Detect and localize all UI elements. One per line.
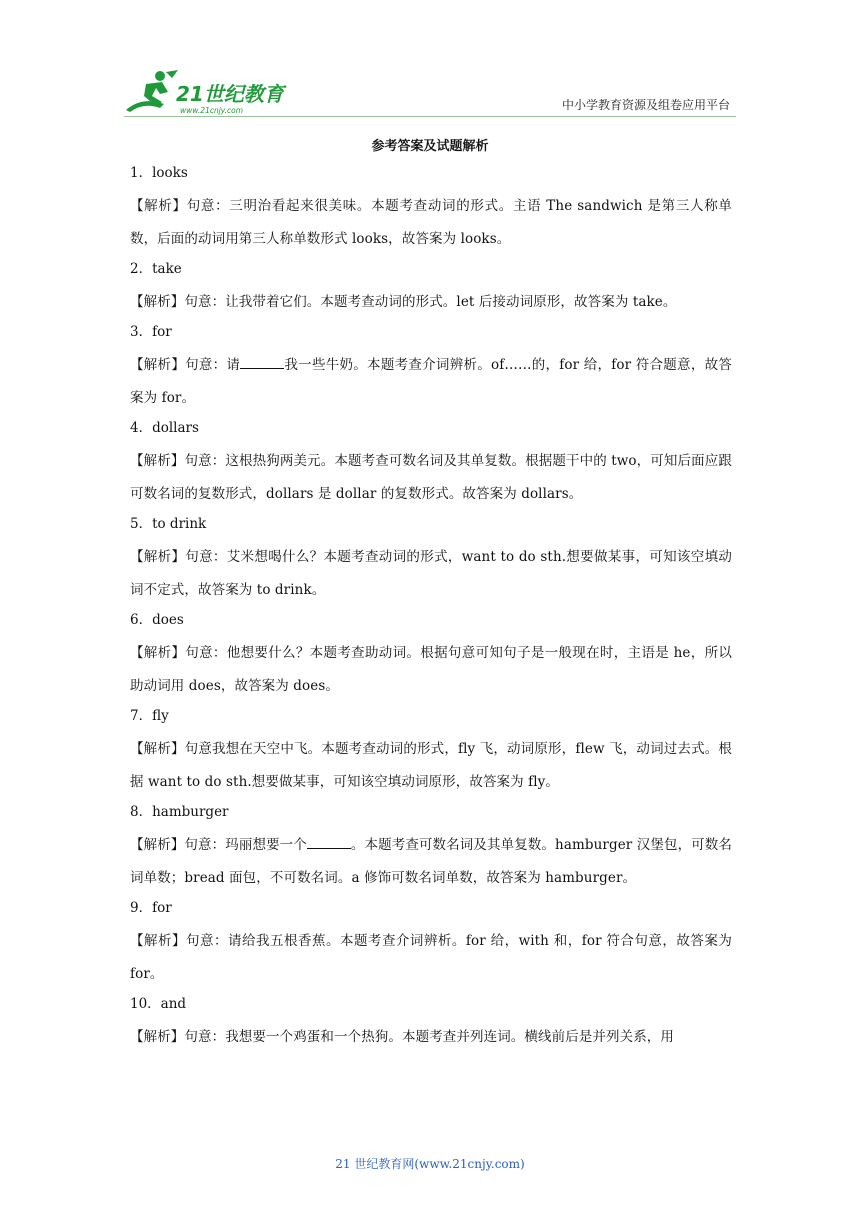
answer-item: [130, 610, 732, 703]
answer-explanation: 【解析】句意：这根热狗两美元。本题考查可数名词及其单复数。根据题干中的 two，可知后面应跟可数名词的复数形式，dollars 是 dollar 的复数形式。故答案为 dollars。: [130, 453, 732, 502]
answer-item: [130, 418, 732, 511]
answer-head: 6．does: [130, 612, 184, 628]
page-title: 参考答案及试题解析: [371, 139, 489, 154]
answer-explanation: 【解析】句意：请给我五根香蕉。本题考查介词辨析。for 给，with 和，for 符合句意，故答案为 for。: [130, 933, 732, 982]
answer-explanation: 【解析】句意我想在天空中飞。本题考查动词的形式，fly 飞，动词原形，flew 飞，动词过去式。根据 want to do sth.想要做某事，可知该空填动词原形，故答案为 fly。: [130, 741, 732, 790]
answer-explanation: [130, 829, 732, 895]
answer-head: 8．hamburger: [130, 804, 229, 820]
answer-item: [130, 706, 732, 799]
explanation-part: 【解析】句意：请: [130, 357, 241, 373]
answer-head: 10．and: [130, 996, 187, 1012]
answer-item: [130, 163, 732, 256]
answer-explanation: 【解析】句意：我想要一个鸡蛋和一个热狗。本题考查并列连词。横线前后是并列关系，用: [130, 1029, 674, 1045]
answer-head: 5．to drink: [130, 516, 207, 532]
answer-head: 9．for: [130, 900, 172, 916]
answer-head: 2．take: [130, 261, 182, 277]
answer-explanation: 【解析】句意：让我带着它们。本题考查动词的形式。let 后接动词原形，故答案为 take。: [130, 294, 677, 310]
answer-explanation: 【解析】句意：艾米想喝什么？本题考查动词的形式，want to do sth.想要做某事，可知该空填动词不定式，故答案为 to drink。: [130, 549, 732, 598]
answer-item: [130, 514, 732, 607]
answer-head: 1．looks: [130, 165, 188, 181]
answer-head: 3．for: [130, 324, 172, 340]
answer-item: [130, 259, 732, 319]
page-header: [0, 0, 860, 120]
answer-explanation: 【解析】句意：三明治看起来很美味。本题考查动词的形式。主语 The sandwich 是第三人称单数，后面的动词用第三人称单数形式 looks，故答案为 looks。: [130, 198, 732, 247]
answer-head: 7．fly: [130, 708, 169, 724]
answer-item: [130, 994, 732, 1054]
answer-explanation: 【解析】句意：他想要什么？本题考查助动词。根据句意可知句子是一般现在时，主语是 he，所以助动词用 does，故答案为 does。: [130, 645, 732, 694]
platform-name: 中小学教育资源及组卷应用平台: [561, 98, 730, 112]
fill-blank: [240, 354, 284, 369]
header-divider: [124, 116, 736, 117]
answer-explanation: [130, 349, 732, 415]
explanation-part: 。本题考查可数名词及其单复数。hamburger 汉堡包，可数名词单数；bread 面包，不可数名词。a 修饰可数名词单数，故答案为 hamburger。: [130, 837, 732, 886]
fill-blank: [307, 834, 351, 849]
answer-head: 4．dollars: [130, 420, 199, 436]
explanation-part: 【解析】句意：玛丽想要一个: [130, 837, 307, 853]
logo-url: www.21cnjy.com: [180, 106, 244, 115]
answer-item: [130, 322, 732, 415]
answer-list: [130, 163, 732, 1057]
runner-logo-icon: [122, 66, 292, 120]
explanation-part: 我一些牛奶。本题考查介词辨析。of……的，for 给，for 符合题意，故答案为 for。: [130, 357, 732, 406]
answer-item: [130, 898, 732, 991]
answer-item: [130, 802, 732, 895]
logo-text: 21世纪教育: [176, 82, 284, 106]
page-footer: 21 世纪教育网(www.21cnjy.com): [335, 1157, 525, 1171]
site-logo: [122, 66, 292, 120]
